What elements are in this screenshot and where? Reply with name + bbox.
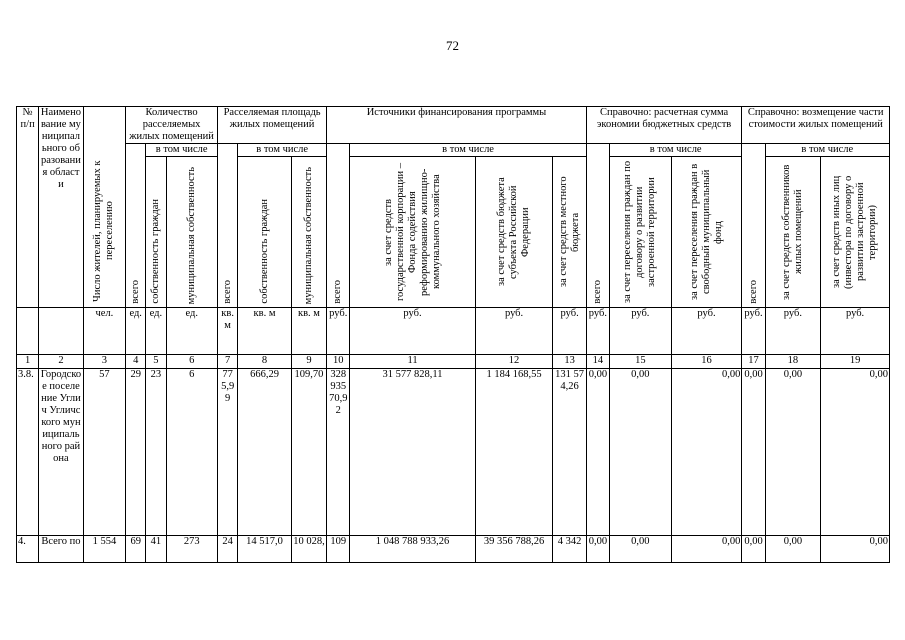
- column-number: 9: [291, 355, 326, 369]
- row-value: 1 048 788 933,26: [350, 536, 475, 563]
- row-value: 0,00: [610, 536, 672, 563]
- column-number: 11: [350, 355, 475, 369]
- row-value: 24: [218, 536, 238, 563]
- column-number: 13: [553, 355, 586, 369]
- header-name: Наименование муниципального образования области: [39, 107, 83, 308]
- column-number: 15: [610, 355, 672, 369]
- row-value: 0,00: [586, 536, 609, 563]
- row-value: 6: [166, 369, 218, 536]
- row-value: 0,00: [821, 536, 890, 563]
- header-comp-total: всего: [742, 144, 765, 308]
- column-number: 17: [742, 355, 765, 369]
- header-residents: Число жителей, планируемых к переселению: [83, 107, 125, 308]
- column-numbers-row: [17, 355, 890, 369]
- unit-cell: ед.: [166, 308, 218, 355]
- unit-cell: руб.: [671, 308, 742, 355]
- header-row-1: [17, 107, 890, 144]
- row-value: 41: [146, 536, 166, 563]
- header-owners-funds: за счет средств собственников жилых помещений: [765, 157, 821, 308]
- header-resettle-dev: за счет переселения граждан по договору о развитии застроенной территории: [610, 157, 672, 308]
- header-comp-group: Справочно: возмещение части стоимости жилых помещений: [742, 107, 890, 144]
- unit-cell: руб.: [610, 308, 672, 355]
- header-comp-incl: в том числе: [765, 144, 889, 157]
- unit-cell: руб.: [553, 308, 586, 355]
- row-value: 14 517,0: [238, 536, 292, 563]
- row-value: 0,00: [765, 536, 821, 563]
- unit-cell: руб.: [327, 308, 350, 355]
- unit-cell: ед.: [146, 308, 166, 355]
- column-number: 5: [146, 355, 166, 369]
- table-row: [17, 536, 890, 563]
- row-value: 57: [83, 369, 125, 536]
- unit-cell: ед.: [126, 308, 146, 355]
- row-value: 29: [126, 369, 146, 536]
- header-fin-group: Источники финансирования программы: [327, 107, 587, 144]
- unit-cell: руб.: [821, 308, 890, 355]
- column-number: 10: [327, 355, 350, 369]
- page-number: 72: [446, 38, 459, 53]
- row-value: 1 184 168,55: [475, 369, 553, 536]
- column-number: 16: [671, 355, 742, 369]
- column-number: 1: [17, 355, 39, 369]
- header-area-municipal: муниципальная собственность: [291, 157, 326, 308]
- row-value: 10 028,: [291, 536, 326, 563]
- row-value: 109: [327, 536, 350, 563]
- header-econ-total: всего: [586, 144, 609, 308]
- column-number: 12: [475, 355, 553, 369]
- row-value: 0,00: [742, 536, 765, 563]
- resettlement-financing-table: [16, 106, 890, 563]
- header-qty-citizens: собственность граждан: [146, 157, 166, 308]
- unit-cell: руб.: [586, 308, 609, 355]
- header-area-group: Расселяемая площадь жилых помещений: [218, 107, 327, 144]
- header-fin-total: всего: [327, 144, 350, 308]
- column-number: 19: [821, 355, 890, 369]
- header-num: № п/п: [17, 107, 39, 308]
- row-value: 0,00: [610, 369, 672, 536]
- header-area-citizens: собственность граждан: [238, 157, 292, 308]
- row-name: Городское поселение Углич Угличского муниципального района: [39, 369, 83, 536]
- row-value: 0,00: [742, 369, 765, 536]
- unit-cell: руб.: [742, 308, 765, 355]
- unit-cell: чел.: [83, 308, 125, 355]
- header-qty-group: Количество расселяемых жилых помещений: [126, 107, 218, 144]
- row-value: 23: [146, 369, 166, 536]
- header-econ-group: Справочно: расчетная сумма экономии бюджетных средств: [586, 107, 742, 144]
- row-value: 109,70: [291, 369, 326, 536]
- unit-cell: [39, 308, 83, 355]
- header-qty-incl: в том числе: [146, 144, 218, 157]
- header-subject-budget: за счет средств бюджета субъекта Российской Федерации: [475, 157, 553, 308]
- row-value: 0,00: [671, 536, 742, 563]
- row-value: 666,29: [238, 369, 292, 536]
- header-local-budget: за счет средств местного бюджета: [553, 157, 586, 308]
- row-value: 775,99: [218, 369, 238, 536]
- unit-cell: руб.: [475, 308, 553, 355]
- column-number: 8: [238, 355, 292, 369]
- unit-cell: руб.: [765, 308, 821, 355]
- header-area-incl: в том числе: [238, 144, 327, 157]
- row-name: Всего по: [39, 536, 83, 563]
- header-fin-incl: в том числе: [350, 144, 586, 157]
- row-value: 32893570,92: [327, 369, 350, 536]
- column-number: 7: [218, 355, 238, 369]
- column-number: 18: [765, 355, 821, 369]
- row-value: 0,00: [671, 369, 742, 536]
- row-value: 4 342: [553, 536, 586, 563]
- header-qty-municipal: муниципальная собственность: [166, 157, 218, 308]
- unit-cell: кв. м: [291, 308, 326, 355]
- header-other-funds: за счет средств иных лиц (инвестора по договору о развитии застроенной территории): [821, 157, 890, 308]
- row-value: 31 577 828,11: [350, 369, 475, 536]
- units-row: [17, 308, 890, 355]
- row-value: 131 574,26: [553, 369, 586, 536]
- row-value: 39 356 788,26: [475, 536, 553, 563]
- row-num: 4.: [17, 536, 39, 563]
- unit-cell: кв. м: [238, 308, 292, 355]
- unit-cell: кв. м: [218, 308, 238, 355]
- column-number: 14: [586, 355, 609, 369]
- header-fund: за счет средств государственной корпорации – Фонда содействия реформированию жилищно-коммунального хозяйства: [350, 157, 475, 308]
- header-row-2: [17, 144, 890, 157]
- row-value: 0,00: [821, 369, 890, 536]
- column-number: 6: [166, 355, 218, 369]
- table-row: [17, 369, 890, 536]
- header-econ-incl: в том числе: [610, 144, 742, 157]
- row-value: 273: [166, 536, 218, 563]
- row-value: 0,00: [765, 369, 821, 536]
- row-num: 3.8.: [17, 369, 39, 536]
- row-value: 0,00: [586, 369, 609, 536]
- column-number: 4: [126, 355, 146, 369]
- header-qty-total: всего: [126, 144, 146, 308]
- column-number: 3: [83, 355, 125, 369]
- header-area-total: всего: [218, 144, 238, 308]
- row-value: 1 554: [83, 536, 125, 563]
- unit-cell: руб.: [350, 308, 475, 355]
- unit-cell: [17, 308, 39, 355]
- header-resettle-free: за счет переселения граждан в свободный муниципальный фонд: [671, 157, 742, 308]
- row-value: 69: [126, 536, 146, 563]
- column-number: 2: [39, 355, 83, 369]
